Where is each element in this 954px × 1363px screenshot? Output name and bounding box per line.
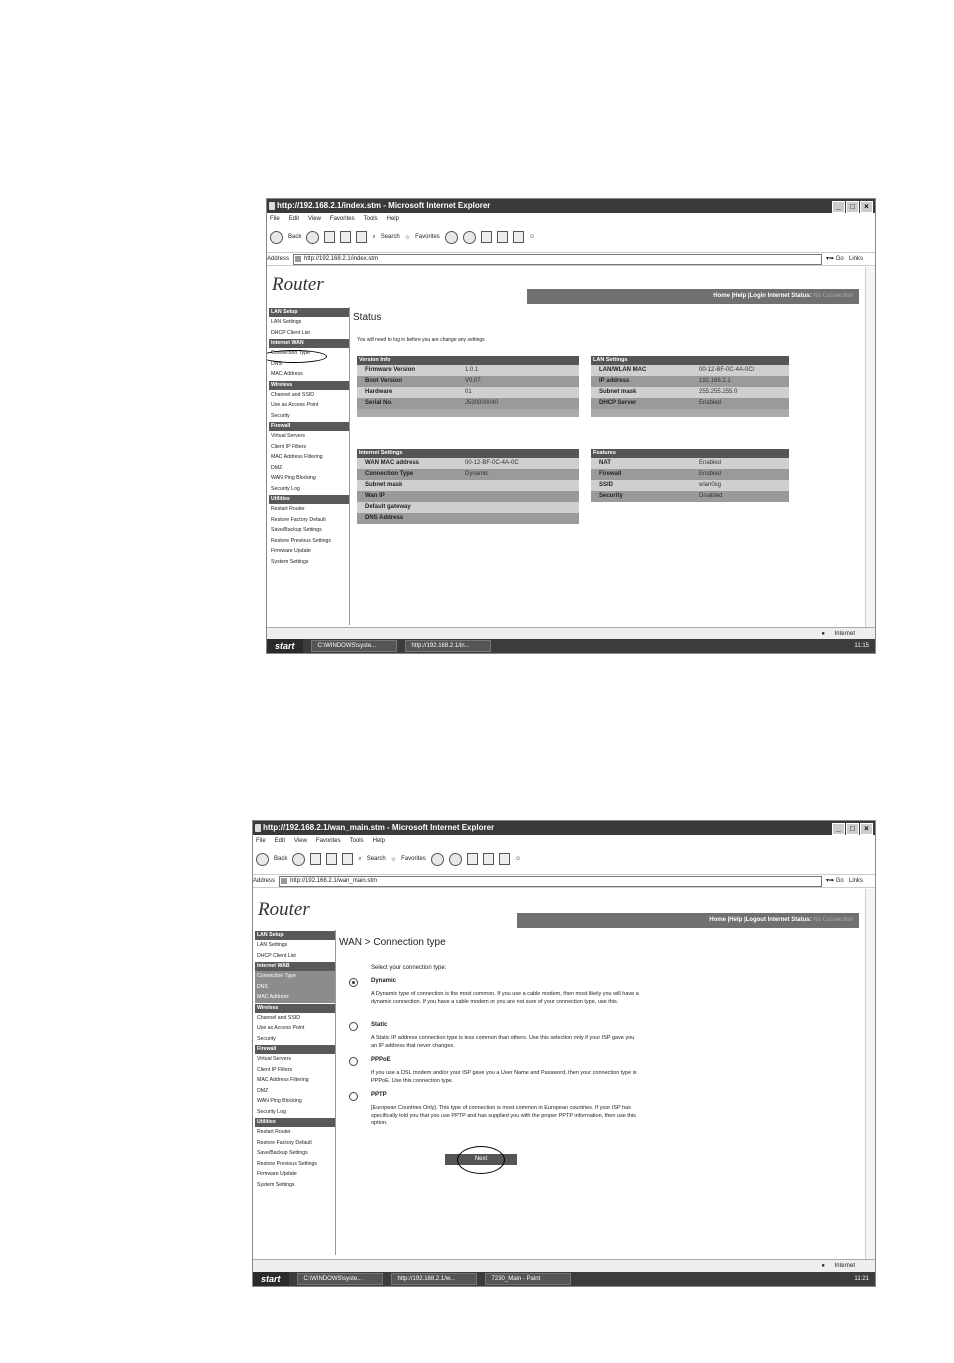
row-key: LAN/WLAN MAC	[599, 367, 647, 373]
back-button[interactable]: Back	[274, 856, 288, 862]
option-dynamic-title: Dynamic	[371, 978, 397, 984]
internet-settings-table	[357, 449, 579, 524]
maximize-button[interactable]: □	[846, 201, 859, 213]
status-page-screenshot	[266, 198, 876, 654]
back-button[interactable]: Back	[288, 234, 302, 240]
sidebar-item-system[interactable]: System Settings	[257, 1181, 295, 1188]
table-row	[357, 458, 579, 469]
vertical-scrollbar[interactable]	[865, 267, 875, 627]
edit-icon[interactable]	[497, 231, 508, 243]
taskbar	[253, 1272, 875, 1286]
close-button[interactable]: ×	[860, 823, 873, 835]
sidebar-item-firmware[interactable]: Firmware Update	[271, 548, 311, 554]
go-label: Go	[835, 878, 844, 884]
sidebar-heading-firewall: Firewall	[255, 1045, 335, 1054]
top-nav-strip	[527, 289, 859, 304]
row-key: Subnet mask	[365, 482, 403, 488]
menu-bar	[267, 214, 875, 225]
taskbar-cmd[interactable]: C:\WINDOWS\syste...	[297, 1273, 383, 1285]
row-value: Enabled	[699, 460, 722, 466]
row-value: Dynamic	[465, 471, 489, 477]
version-info-table	[357, 356, 579, 417]
sidebar-item-wan-ping[interactable]: WAN Ping Blocking	[271, 475, 316, 481]
links-button[interactable]: Links	[848, 256, 863, 262]
sidebar-item-backup[interactable]: Save/Backup Settings	[271, 527, 322, 533]
row-key: SSID	[599, 482, 614, 488]
version-info-header: Version Info	[357, 356, 579, 365]
row-value: 01	[465, 389, 472, 395]
sidebar-item-connection-type[interactable]: Connection Type	[255, 971, 335, 982]
menu-bar	[253, 836, 875, 847]
close-button[interactable]: ×	[860, 201, 873, 213]
menu-edit[interactable]: Edit	[288, 216, 300, 222]
login-note: You will need to log in before you are change any settings	[357, 337, 485, 343]
sidebar-item-restore-prev[interactable]: Restore Previous Settings	[257, 1160, 317, 1167]
clock: 11:15	[854, 643, 869, 649]
sidebar-item-access-point[interactable]: Use as Access Point	[271, 402, 319, 408]
sidebar-item-dmz[interactable]: DMZ	[257, 1087, 269, 1094]
row-value	[465, 513, 579, 524]
sidebar-heading-wan: Internet WAN	[269, 339, 349, 348]
row-key: Firewall	[599, 471, 622, 477]
stop-icon[interactable]	[310, 853, 321, 865]
row-key: Default gateway	[365, 504, 411, 510]
zone-label: Internet	[834, 631, 855, 637]
row-value: 00-12-BF-0C-4A-0C	[465, 460, 519, 466]
sidebar-item-mac-filter[interactable]: MAC Address Filtering	[271, 454, 323, 460]
top-nav-links[interactable]: Home |Help |Login Internet Status:	[713, 293, 812, 299]
page-icon	[295, 256, 301, 262]
menu-view[interactable]: View	[308, 216, 321, 222]
radio-pptp[interactable]	[349, 1092, 358, 1101]
search-icon[interactable]: ⌕	[358, 855, 362, 862]
back-icon[interactable]	[256, 853, 269, 866]
row-value: 255.255.255.0	[699, 389, 738, 395]
features-table	[591, 449, 789, 502]
sidebar-item-security[interactable]: Security	[271, 412, 290, 419]
print-icon[interactable]	[467, 853, 478, 865]
window-title: http://192.168.2.1/wan_main.stm - Microsoft Internet Explorer	[263, 823, 495, 832]
sidebar-item-access-point[interactable]: Use as Access Point	[257, 1025, 305, 1031]
menu-favorites[interactable]: Favorites	[329, 216, 355, 222]
window-title: http://192.168.2.1/index.stm - Microsoft Internet Explorer	[277, 201, 491, 210]
discuss-icon[interactable]	[499, 853, 510, 865]
address-label: Address	[267, 256, 290, 262]
home-icon[interactable]	[356, 231, 367, 243]
option-pptp-title: PPTP	[371, 1092, 387, 1098]
row-value: 1.0.1	[465, 367, 479, 373]
row-key: Boot Version	[365, 378, 403, 384]
address-bar	[253, 874, 875, 888]
search-button[interactable]: Search	[366, 856, 386, 862]
highlight-ellipse	[457, 1146, 505, 1174]
row-value: V0.07	[465, 378, 481, 384]
dropdown-arrow-icon[interactable]: ▾	[825, 878, 829, 884]
browser-status-bar	[253, 1259, 875, 1272]
print-icon[interactable]	[481, 231, 492, 243]
vertical-scrollbar[interactable]	[865, 889, 875, 1259]
table-row	[591, 458, 789, 469]
internet-status-value: No Connection	[813, 293, 853, 299]
taskbar-ie[interactable]: http://192.168.2.1/w...	[391, 1273, 477, 1285]
zone-label: Internet	[834, 1263, 855, 1269]
menu-help[interactable]: Help	[386, 216, 399, 222]
favorites-button[interactable]: Favorites	[401, 856, 426, 862]
radio-static[interactable]	[349, 1022, 358, 1031]
address-bar	[267, 252, 875, 266]
row-key: NAT	[599, 460, 611, 466]
menu-file[interactable]: File	[256, 838, 266, 844]
sidebar-heading-wireless: Wireless	[269, 381, 349, 390]
sidebar-item-dmz[interactable]: DMZ	[271, 464, 283, 471]
sidebar-item-client-ip[interactable]: Client IP Filters	[257, 1066, 293, 1073]
sidebar-item-lan-settings[interactable]: LAN Settings	[257, 942, 288, 948]
menu-tools[interactable]: Tools	[349, 838, 364, 844]
sidebar-item-security[interactable]: Security	[257, 1035, 276, 1042]
row-key: WAN MAC address	[365, 460, 420, 466]
sidebar-item-channel[interactable]: Channel and SSID	[257, 1014, 300, 1021]
sidebar-item-lan-settings[interactable]: LAN Settings	[271, 319, 302, 325]
edit-icon[interactable]	[483, 853, 494, 865]
menu-edit[interactable]: Edit	[274, 838, 286, 844]
address-text: http://192.168.2.1/index.stm	[304, 255, 379, 262]
sidebar-heading-utilities: Utilities	[255, 1118, 335, 1127]
messenger-icon[interactable]: ☺	[528, 234, 535, 240]
menu-tools[interactable]: Tools	[363, 216, 378, 222]
menu-file[interactable]: File	[270, 216, 280, 222]
menu-favorites[interactable]: Favorites	[315, 838, 341, 844]
go-button[interactable]: ➡ Go	[828, 878, 844, 884]
table-row	[357, 491, 579, 502]
window-titlebar	[253, 821, 875, 835]
row-value	[465, 491, 579, 502]
window-titlebar	[267, 199, 875, 213]
row-value: Enabled	[699, 471, 722, 477]
browser-toolbar	[253, 850, 875, 868]
taskbar-cmd[interactable]: C:\WINDOWS\syste...	[311, 640, 397, 652]
option-pptp-desc: [European Countries Only]. This type of connection is most common in European countries. If your ISP has specifically told you that you use PPTP and has supplied you with the proper PPTP information, then use this option.	[371, 1105, 636, 1126]
maximize-button[interactable]: □	[846, 823, 859, 835]
table-footer	[357, 409, 579, 417]
sidebar-heading-utilities: Utilities	[269, 495, 349, 504]
connection-type-screenshot	[252, 820, 876, 1287]
sidebar-heading-firewall: Firewall	[269, 422, 349, 431]
start-button[interactable]: start	[253, 1272, 289, 1286]
row-key: IP address	[599, 378, 630, 384]
sidebar-item-system[interactable]: System Settings	[271, 558, 309, 565]
table-row	[357, 469, 579, 480]
sidebar-item-restore-prev[interactable]: Restore Previous Settings	[271, 537, 331, 544]
radio-pppoe[interactable]	[349, 1057, 358, 1066]
table-row	[591, 365, 789, 376]
router-logo: Router	[258, 899, 310, 920]
address-text: http://192.168.2.1/wan_main.stm	[290, 877, 378, 884]
row-key: Subnet mask	[599, 389, 637, 395]
row-key: Connection Type	[365, 471, 414, 477]
row-value: J530000040	[465, 400, 499, 406]
sidebar-item-connection-type[interactable]: Connection Type	[271, 350, 310, 356]
option-dynamic-desc: A Dynamic type of connection is the most common. If you use a cable modem, then most likely you will have a dynamic connection. If you have a cable modem or you are not sure of your connection type, use this.	[371, 991, 639, 1005]
discuss-icon[interactable]	[513, 231, 524, 243]
table-row	[357, 398, 579, 409]
sidebar-item-client-ip[interactable]: Client IP Filters	[271, 443, 307, 450]
table-row	[591, 387, 789, 398]
zone-globe-icon: ●	[821, 631, 825, 637]
favorites-star-icon[interactable]: ☆	[390, 856, 397, 863]
search-icon[interactable]: ⌕	[372, 233, 376, 240]
messenger-icon[interactable]: ☺	[514, 856, 521, 862]
taskbar-ie[interactable]: http://192.168.2.1/in...	[405, 640, 491, 652]
zone-globe-icon: ●	[821, 1263, 825, 1269]
search-button[interactable]: Search	[380, 234, 400, 240]
sidebar-item-virtual-servers[interactable]: Virtual Servers	[271, 433, 305, 439]
row-key: Security	[599, 493, 623, 499]
features-header: Features	[591, 449, 789, 458]
row-key: Wan IP	[365, 493, 385, 499]
page-title: Status	[353, 312, 382, 323]
sidebar-item-mac[interactable]: MAC Address	[271, 371, 303, 377]
next-button[interactable]: Next	[445, 1154, 517, 1165]
minimize-button[interactable]: _	[832, 201, 845, 213]
sidebar-item-firmware[interactable]: Firmware Update	[257, 1171, 297, 1177]
dropdown-arrow-icon[interactable]: ▾	[825, 256, 829, 262]
start-button[interactable]: start	[267, 639, 303, 653]
table-row	[591, 469, 789, 480]
table-row	[591, 398, 789, 409]
forward-icon[interactable]	[306, 231, 319, 244]
option-pppoe-title: PPPoE	[371, 1057, 391, 1063]
sidebar-item-virtual-servers[interactable]: Virtual Servers	[257, 1056, 291, 1062]
minimize-button[interactable]: _	[832, 823, 845, 835]
favorites-button[interactable]: Favorites	[415, 234, 440, 240]
sidebar-item-dns[interactable]: DNS	[255, 982, 335, 993]
option-pppoe-desc: If you use a DSL modem and/or your ISP gave you a User Name and Password, then your connection type is PPPoE. Use this connection type.	[371, 1070, 637, 1084]
ie-icon	[255, 824, 261, 832]
history-icon[interactable]	[445, 231, 458, 244]
row-value: 00-12-BF-0C-4A-0C/	[699, 367, 755, 373]
internet-status-value: No Connection	[813, 917, 853, 923]
router-logo: Router	[272, 274, 324, 295]
sidebar-item-factory[interactable]: Restore Factory Default	[257, 1139, 312, 1146]
sidebar-item-mac-filter[interactable]: MAC Address Filtering	[257, 1077, 309, 1083]
row-value: wlan0xg	[699, 482, 722, 488]
menu-help[interactable]: Help	[372, 838, 385, 844]
refresh-icon[interactable]	[326, 853, 337, 865]
table-row	[591, 480, 789, 491]
table-row	[357, 387, 579, 398]
lan-settings-header: LAN Settings	[591, 356, 789, 365]
favorites-star-icon[interactable]: ☆	[404, 234, 411, 241]
sidebar-item-wan-ping[interactable]: WAN Ping Blocking	[257, 1098, 302, 1104]
radio-dynamic[interactable]	[349, 978, 358, 987]
sidebar-item-security-log[interactable]: Security Log	[271, 485, 300, 492]
stop-icon[interactable]	[324, 231, 335, 243]
sidebar-item-backup[interactable]: Save/Backup Settings	[257, 1150, 308, 1156]
option-static-desc: A Static IP address connection type is less common than others. Use this selection only if your ISP gave you an IP address that never changes.	[371, 1035, 635, 1049]
sidebar-heading-lan: LAN Setup	[269, 308, 349, 317]
lan-settings-table	[591, 356, 789, 417]
table-row	[357, 376, 579, 387]
address-label: Address	[253, 878, 276, 884]
sidebar-item-security-log[interactable]: Security Log	[257, 1108, 286, 1115]
forward-icon[interactable]	[292, 853, 305, 866]
sidebar-item-restart[interactable]: Restart Router	[257, 1129, 291, 1135]
sidebar-item-mac[interactable]: MAC Address	[255, 992, 335, 1003]
home-icon[interactable]	[342, 853, 353, 865]
row-value: Disabled	[699, 493, 723, 499]
address-input[interactable]	[279, 876, 822, 887]
address-input[interactable]	[293, 254, 822, 265]
taskbar	[267, 639, 875, 653]
links-button[interactable]: Links	[848, 878, 863, 884]
sidebar-item-restart[interactable]: Restart Router	[271, 506, 305, 512]
taskbar-paint[interactable]: 7230_Main - Paint	[485, 1273, 571, 1285]
sidebar-heading-wan: Internet WAB	[255, 962, 335, 971]
sidebar-heading-wireless: Wireless	[255, 1004, 335, 1013]
sidebar-item-factory[interactable]: Restore Factory Default	[271, 516, 326, 523]
row-value: 192.168.2.1	[699, 378, 731, 384]
go-button[interactable]: ➡ Go	[828, 256, 844, 262]
table-row	[357, 513, 579, 524]
back-icon[interactable]	[270, 231, 283, 244]
clock: 11:21	[854, 1276, 869, 1282]
top-nav-strip	[517, 913, 859, 928]
internet-settings-header: Internet Settings	[357, 449, 579, 458]
row-value	[465, 502, 579, 513]
row-key: Hardware	[365, 389, 393, 395]
table-row	[591, 491, 789, 502]
row-key: DNS Address	[365, 515, 404, 521]
table-row	[591, 376, 789, 387]
browser-toolbar	[267, 228, 875, 246]
sidebar-item-channel[interactable]: Channel and SSID	[271, 391, 314, 398]
menu-view[interactable]: View	[294, 838, 307, 844]
sidebar-heading-lan: LAN Setup	[255, 931, 335, 940]
connection-prompt: Select your connection type:	[371, 965, 447, 971]
row-key: Firmware Version	[365, 367, 416, 373]
mail-icon[interactable]	[449, 853, 462, 866]
option-static-title: Static	[371, 1022, 388, 1028]
page-title: WAN > Connection type	[339, 937, 446, 948]
row-key: Serial No.	[365, 400, 393, 406]
sidebar-item-dns[interactable]: DNS	[271, 360, 282, 367]
table-row	[357, 365, 579, 376]
sidebar-item-dhcp[interactable]: DHCP Client List	[271, 329, 310, 336]
mail-icon[interactable]	[463, 231, 476, 244]
top-nav-links[interactable]: Home |Help |Logout Internet Status:	[709, 917, 812, 923]
table-row	[357, 502, 579, 513]
table-footer	[591, 409, 789, 417]
refresh-icon[interactable]	[340, 231, 351, 243]
table-row	[357, 480, 579, 491]
row-key: DHCP Server	[599, 400, 637, 406]
row-value: Enabled	[699, 400, 722, 406]
go-label: Go	[835, 256, 844, 262]
ie-icon	[269, 202, 275, 210]
history-icon[interactable]	[431, 853, 444, 866]
sidebar-nav	[255, 930, 336, 1255]
sidebar-item-dhcp[interactable]: DHCP Client List	[257, 952, 296, 959]
page-icon	[281, 878, 287, 884]
row-value	[465, 480, 579, 491]
